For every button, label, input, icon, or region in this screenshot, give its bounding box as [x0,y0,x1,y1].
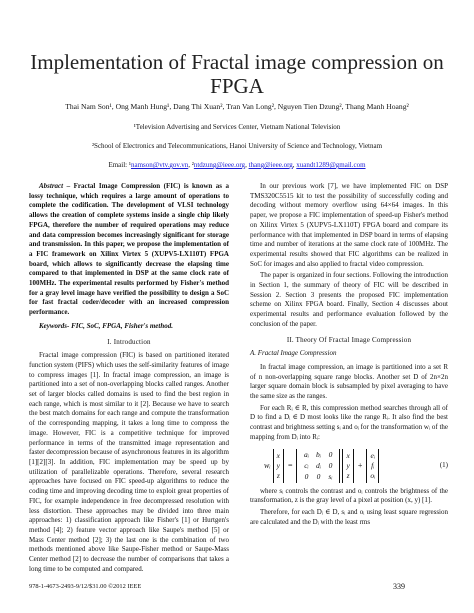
eq-plus: + [357,460,363,470]
email-link-2[interactable]: ntdzung@ieee.org [193,161,246,169]
paragraph: In our previous work [7], we have implemented FIC on DSP TMS320C5515 kit to test the possibility of successfully coding and decoding without memory overflow using 64×64 images. In this paper, we propose a FIC implementation of speed-up Fisher's method on Xilinx Virtex 5 (XUPV5-LX110T) FPGA board and compare its performance with that implemented in DSP board in terms of elapsing time and number of iterations at the same clock rate of 100MHz. The experimental results showed that FIC algorithms can be realized in SoC for images and also applied to fractal video compression. [250,182,448,268]
email-separator: , [245,161,249,169]
email-separator: , ² [188,161,194,169]
eq-cell: 0 [328,449,333,459]
eq-vector-2 [342,449,353,483]
eq-cell: x [276,450,280,460]
paper-title [20,50,454,98]
affiliation-2: ²School of Electronics and Telecommunications, Hanoi University of Science and Technology, Vietnam [91,142,383,150]
copyright-footer: 978-1-4673-2493-9/12/$31.00 ©2012 IEEE [29,583,142,590]
eq-cell: oᵢ [370,470,376,480]
email-link-4[interactable]: xuandt1289@gmail.com [296,161,366,169]
paragraph: The paper is organized in four sections. Following the introduction in Section 1, the summary of theory of FIC will be described in Session 2. Section 3 presents the proposed FIC implementation scheme on Xilinx FPGA board. Finally, Section 4 discusses about experimental results and performance evaluation followed by the conclusion of the paper. [250,271,448,328]
eq-cell: eᵢ [370,450,376,460]
eq-cell: 0 [304,471,309,481]
eq-cell: z [276,470,280,480]
section-heading-theory: II. Theory Of Fractal Image Compression [286,335,412,344]
eq-cell: sᵢ [328,471,333,481]
eq-cell: fᵢ [371,460,375,470]
page-number: 339 [393,582,405,591]
equation-number: (1) [439,460,448,469]
author-list: Thai Nam Son¹, Ong Manh Hung¹, Dang Thi Xuan², Tran Van Long², Nguyen Tien Dzung², Thang Manh Hoang² [65,102,409,111]
eq-cell: 0 [328,460,333,470]
eq-transform-symbol: wᵢ [264,460,271,470]
abstract-text: – Fractal Image Compression (FIC) is known as a lossy technique, which requires a large amount of operations to complete the codification. The development of VLSI technology allows the creation of complete systems inside a single chip likely FPGA, therefore the number of required operations may reduce and data compression becomes increasingly significant for storage and transmission. In this paper, we propose the implementation of a FIC framework on Xilinx Virtex 5 (XUPV5-LX110T) FPGA board, which allows to significantly decrease the elapsing time compared to that implemented in DSP at the same clock rate of 100MHz. The experimental results performed by Fisher's method for a gray level image have verified the possibility to design a SoC for fast fractal coder/decoder with an increased compression performance. [29,182,229,317]
eq-matrix [296,449,340,483]
eq-cell: 0 [316,471,321,481]
intro-paragraph: Fractal image compression (FIC) is based on partitioned iterated function system (PIFS) which uses the self-similarity features of image to compress images [1]. In fractal image compression, an image is partitioned into a set of non-overlapping blocks called ranges. Another set of larger blocks called domains is used to find the best region in each range, which is most similar to it [2]. Because we have to search the best match domains for each range and compute the transformation of the corresponding mapping, it takes a long time to compress the image. However, FIC is a competitive technique for improved performance in terms of the transmitted image representation and faster decompression because of asynchronous features in its algorithm [1][2][3]. In addition, FIC implementation may be speed up by utilization of parallelizable operations. Therefore, several research approaches have focused on FIC speed-up algorithms to reduce the coding time and improving decoding time to exploit great properties of FIC, for example independence in free decompressed resolution with less distortion. These approaches may be divided into three main approaches: 1) classification approach like Fisher's [1] or Hurtgen's method [4]; 2) feature vector approach like Saupe's method [5] or Mass Center method [2]; 3) the last one is the combination of two methods mentioned above like Saupe-Fisher method or Saupe-Mass Center method [2] to decrease the number of comparisons that takes a long time to be computed and compared. [29,351,229,573]
email-link-1[interactable]: namson@vtv.gov.vn [130,161,189,169]
title-line-2: FPGA [210,74,264,98]
paragraph: where sᵢ controls the contrast and oᵢ controls the brightness of the transformation, z is the gray level of a pixel at position (x, y) [1]. [250,486,448,505]
section-heading-introduction: I. Introduction [107,337,151,346]
left-column [29,182,229,576]
eq-input-vector [273,449,284,483]
right-column [250,182,448,529]
paragraph: Therefore, for each Dᵢ ∈ D, sᵢ and oᵢ using least square regression are calculated and the Dᵢ with the least rms [250,507,448,526]
email-separator: , [292,161,297,169]
eq-cell: x [346,450,350,460]
eq-cell: cᵢ [304,460,309,470]
equation-1: wᵢ x y z = aᵢ bᵢ 0 cᵢ dᵢ 0 0 0 sᵢ x y z + eᵢ fᵢ oᵢ (1) [264,449,448,481]
abstract [29,182,229,318]
title-line-1: Implementation of Fractal image compression on [30,50,444,74]
email-line [16,160,458,170]
eq-offset-vector [366,449,379,483]
eq-cell: bᵢ [316,449,321,459]
affiliation-1: ¹Television Advertising and Services Center, Vietnam National Television [133,123,341,131]
abstract-label: Abstract [39,182,64,190]
paragraph: In fractal image compression, an image is partitioned into a set R of n non-overlapping square range blocks. Another set D of 2n×2n larger square domain block is subsampled by pixel averaging to have the same size as the ranges. [250,362,448,401]
eq-cell: y [276,460,280,470]
keywords: Keywords- FIC, SoC, FPGA, Fisher's method. [39,321,173,330]
paragraph: For each Rᵢ ∈ R, this compression method searches through all of D to find a Dᵢ ∈ D most looks like the range Rᵢ. It also find the best contrast and brightness setting sᵢ and oᵢ for the transformation wᵢ of the mapping from Dᵢ into Rᵢ: [250,403,448,441]
eq-cell: z [346,470,350,480]
email-prefix: Email: ¹ [108,161,131,169]
eq-cell: dᵢ [316,460,321,470]
eq-cell: aᵢ [304,449,309,459]
eq-cell: y [346,460,350,470]
email-link-3[interactable]: thang@ieee.org [248,161,293,169]
subsection-heading: A. Fractal Image Compression [250,349,337,358]
